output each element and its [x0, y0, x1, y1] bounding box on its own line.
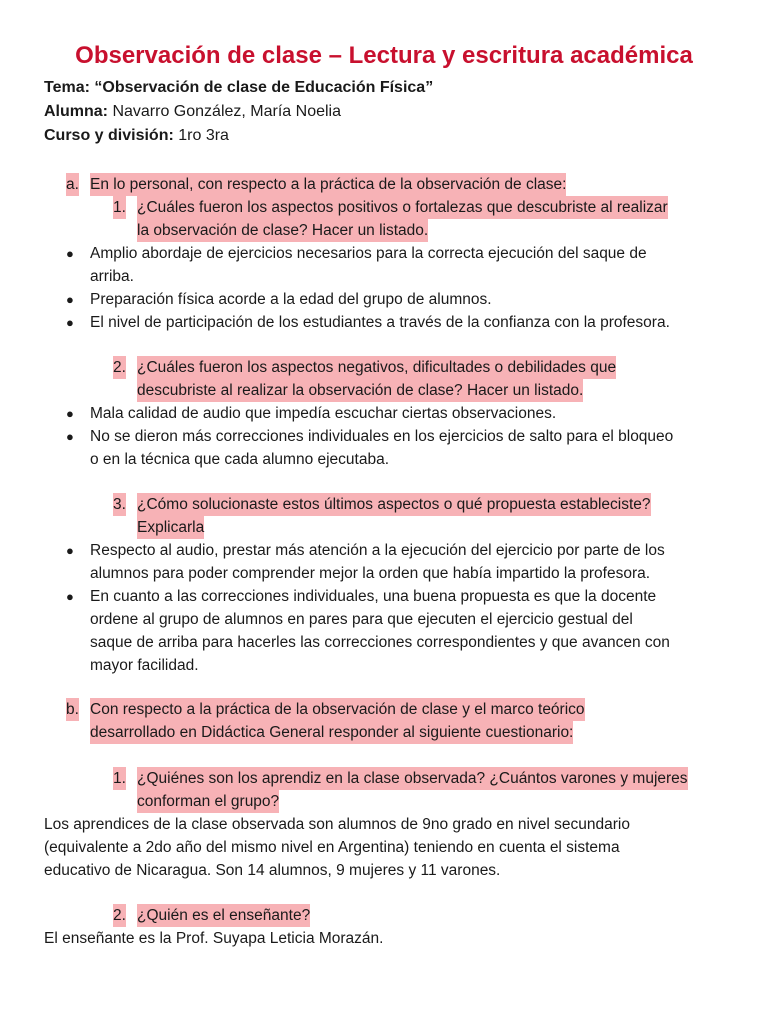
list-item: Respecto al audio, prestar más atención a la ejecución del ejercicio por parte de los	[90, 542, 665, 559]
answer-b1-line3: educativo de Nicaragua. Son 14 alumnos, 9 mujeres y 11 varones.	[44, 862, 501, 879]
answer-b1-line1: Los aprendices de la clase observada son alumnos de 9no grado en nivel secundario	[44, 816, 630, 833]
list-item-cont: ordene al grupo de alumnos en pares para que ejecuten el ejercicio gestual del	[90, 611, 633, 628]
bullet-glyph: ●	[66, 406, 74, 421]
list-item: No se dieron más correcciones individuales en los ejercicios de salto para el bloqueo	[90, 428, 674, 445]
list-item: En cuanto a las correcciones individuales, una buena propuesta es que la docente	[90, 588, 657, 605]
bullet-glyph: ●	[66, 543, 74, 558]
list-item-cont: o en la técnica que cada alumno ejecutaba.	[90, 451, 390, 468]
list-item-cont: alumnos para poder comprender mejor la orden que había impartido la profesora.	[90, 565, 651, 582]
question-a2-marker: 2.	[113, 356, 126, 379]
alumna-value: Navarro González, María Noelia	[112, 103, 341, 120]
curso-label: Curso y división:	[44, 127, 174, 144]
section-b-line1: Con respecto a la práctica de la observación de clase y el marco teórico	[90, 698, 585, 721]
question-a2-line2: descubriste al realizar la observación de clase? Hacer un listado.	[137, 379, 583, 402]
tema-value: “Observación de clase de Educación Física”	[94, 79, 434, 96]
list-item-cont: arriba.	[90, 268, 134, 285]
section-a-marker: a.	[66, 173, 79, 196]
list-item: Preparación física acorde a la edad del grupo de alumnos.	[90, 291, 492, 308]
question-a1-line1: ¿Cuáles fueron los aspectos positivos o fortalezas que descubriste al realizar	[137, 196, 668, 219]
answer-b2: El enseñante es la Prof. Suyapa Leticia Morazán.	[44, 930, 384, 947]
page-title: Observación de clase – Lectura y escritura académica	[75, 42, 693, 69]
bullet-glyph: ●	[66, 589, 74, 604]
question-a3-line2: Explicarla	[137, 516, 204, 539]
section-b-marker: b.	[66, 698, 79, 721]
list-item: Amplio abordaje de ejercicios necesarios para la correcta ejecución del saque de	[90, 245, 647, 262]
list-item: El nivel de participación de los estudiantes a través de la confianza con la profesora.	[90, 314, 670, 331]
section-a-heading: En lo personal, con respecto a la práctica de la observación de clase:	[90, 173, 566, 196]
question-a2-line1: ¿Cuáles fueron los aspectos negativos, dificultades o debilidades que	[137, 356, 616, 379]
meta-tema	[44, 76, 433, 99]
bullet-glyph: ●	[66, 292, 74, 307]
list-item-cont: mayor facilidad.	[90, 657, 199, 674]
question-b1-line1: ¿Quiénes son los aprendiz en la clase observada? ¿Cuántos varones y mujeres	[137, 767, 688, 790]
tema-label: Tema:	[44, 79, 90, 96]
question-a3-marker: 3.	[113, 493, 126, 516]
question-a3-line1: ¿Cómo solucionaste estos últimos aspectos o qué propuesta estableciste?	[137, 493, 651, 516]
question-a1-marker: 1.	[113, 196, 126, 219]
section-b-line2: desarrollado en Didáctica General responder al siguiente cuestionario:	[90, 721, 573, 744]
question-a1-line2: la observación de clase? Hacer un listado.	[137, 219, 428, 242]
question-b1-marker: 1.	[113, 767, 126, 790]
answer-b1-line2: (equivalente a 2do año del mismo nivel en Argentina) teniendo en cuenta el sistema	[44, 839, 620, 856]
bullet-glyph: ●	[66, 246, 74, 261]
question-b2-line1: ¿Quién es el enseñante?	[137, 904, 310, 927]
alumna-label: Alumna:	[44, 103, 108, 120]
curso-value: 1ro 3ra	[178, 127, 229, 144]
question-b1-line2: conforman el grupo?	[137, 790, 279, 813]
list-item: Mala calidad de audio que impedía escuchar ciertas observaciones.	[90, 405, 557, 422]
bullet-glyph: ●	[66, 429, 74, 444]
list-item-cont: saque de arriba para hacerles las correcciones correspondientes y que avancen con	[90, 634, 670, 651]
meta-alumna	[44, 100, 341, 123]
question-b2-marker: 2.	[113, 904, 126, 927]
bullet-glyph: ●	[66, 315, 74, 330]
meta-curso	[44, 124, 229, 147]
